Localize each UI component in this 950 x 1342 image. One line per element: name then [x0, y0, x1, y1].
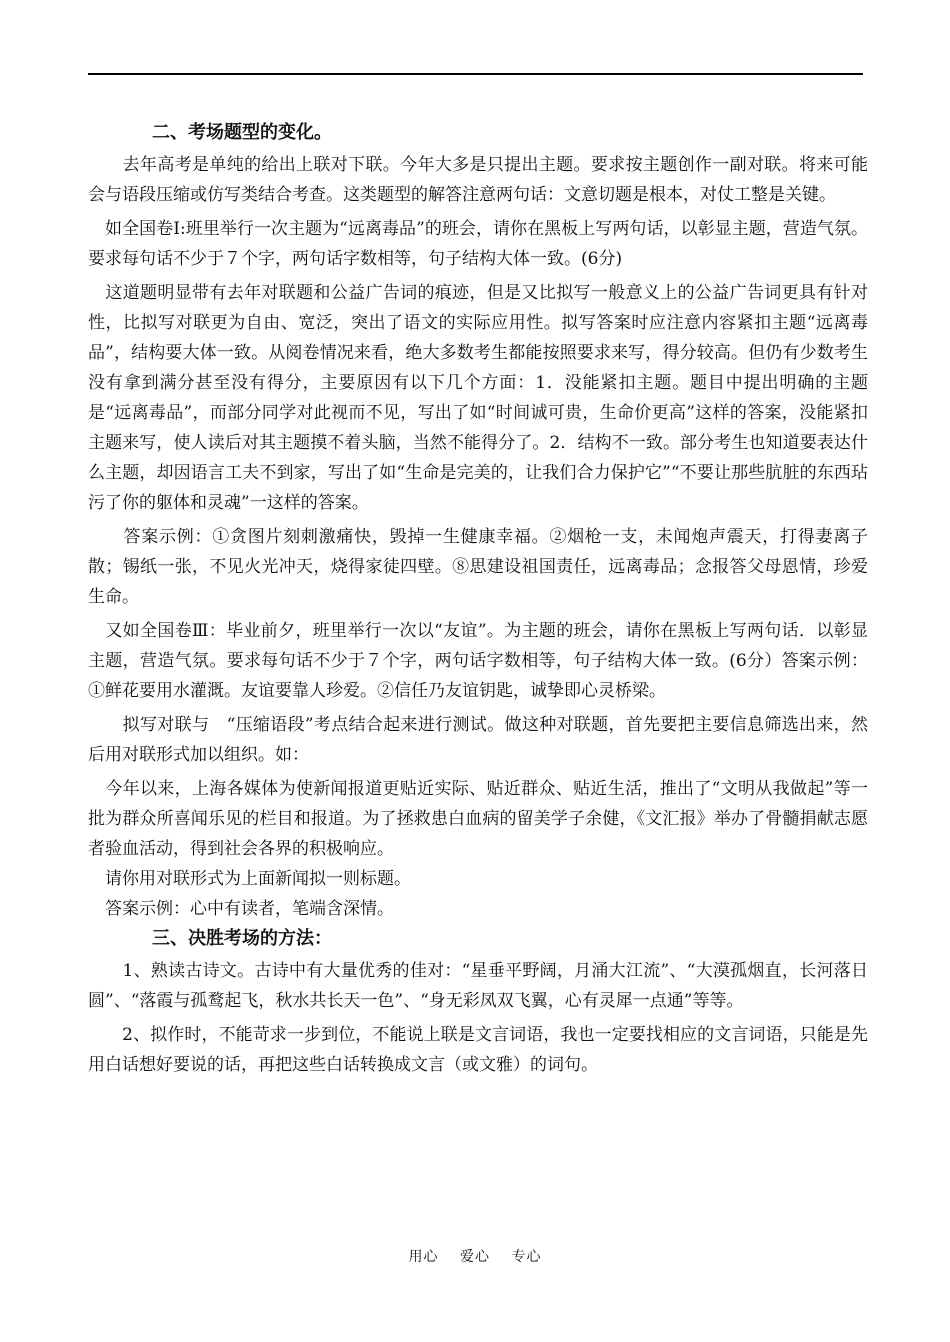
footer-word-2: 爱心 [460, 1249, 490, 1265]
footer-word-3: 专心 [511, 1249, 542, 1265]
paragraph-method-1: 1、熟读古诗文。古诗中有大量优秀的佳对：“星垂平野阔，月涌大江流”、“大漠孤烟直，长河落日圆”、“落霞与孤鹜起飞，秋水共长天一色”、“身无彩凤双飞翼，心有灵犀一点通”等等。 [88, 961, 868, 1011]
paragraph-news: 今年以来，上海各媒体为使新闻报道更贴近实际、贴近群众、贴近生活，推出了“文明从我做起”等一批为群众所喜闻乐见的栏目和报道。为了拯救患白血病的留美学子余健，《文汇报》举办了骨髓捐献志愿者验血活动，得到社会各界的积极响应。 [88, 779, 868, 859]
page-footer [0, 1246, 950, 1266]
paragraph-example-2: 又如全国卷Ⅲ：毕业前夕，班里举行一次以“友谊”。为主题的班会，请你在黑板上写两句话．以彰显主题，营造气氛。要求每句话不少于７个字，两句话字数相等，句子结构大体一致。(6分）答案示例：①鲜花要用水灌溉。友谊要靠人珍爱。②信任乃友谊钥匙，诚挚即心灵桥梁。 [88, 621, 868, 701]
section-heading-3: 三、决胜考场的方法： [152, 928, 332, 949]
section-heading-2: 二、考场题型的变化。 [152, 122, 332, 143]
document-body [88, 118, 868, 1080]
paragraph-answer-1: 答案示例：①贪图片刻刺激痛快，毁掉一生健康幸福。②烟枪一支，未闻炮声震天，打得妻离子散；锡纸一张，不见火光冲天，烧得家徒四壁。⑧思建设祖国责任，远离毒品；念报答父母恩情，珍爱生命。 [88, 527, 868, 607]
footer-word-1: 用心 [408, 1249, 439, 1265]
paragraph-intro: 去年高考是单纯的给出上联对下联。今年大多是只提出主题。要求按主题创作一副对联。将来可能会与语段压缩或仿写类结合考查。这类题型的解答注意两句话：文意切题是根本，对仗工整是关键。 [88, 155, 868, 205]
paragraph-task: 请你用对联形式为上面新闻拟一则标题。 [88, 869, 411, 889]
paragraph-example-1: 如全国卷Ⅰ:班里举行一次主题为“远离毒品”的班会，请你在黑板上写两句话，以彰显主题，营造气氛。要求每句话不少于７个字，两句话字数相等，句子结构大体一致。(6分) [88, 219, 868, 269]
paragraph-compress: 拟写对联与 “压缩语段”考点结合起来进行测试。做这种对联题，首先要把主要信息筛选出来，然后用对联形式加以组织。如： [88, 715, 868, 765]
header-rule [88, 73, 863, 75]
paragraph-method-2: 2、拟作时，不能苛求一步到位，不能说上联是文言词语，我也一定要找相应的文言词语，只能是先用白话想好要说的话，再把这些白话转换成文言（或文雅）的词句。 [88, 1025, 868, 1075]
paragraph-analysis: 这道题明显带有去年对联题和公益广告词的痕迹，但是又比拟写一般意义上的公益广告词更具有针对性，比拟写对联更为自由、宽泛，突出了语文的实际应用性。拟写答案时应注意内容紧扣主题“远离毒品”，结构要大体一致。从阅卷情况来看，绝大多数考生都能按照要求来写，得分较高。但仍有少数考生没有拿到满分甚至没有得分，主要原因有以下几个方面：1．没能紧扣主题。题目中提出明确的主题是“远离毒品”，而部分同学对此视而不见，写出了如“时间诚可贵，生命价更高”这样的答案，没能紧扣主题来写，使人读后对其主题摸不着头脑，当然不能得分了。2．结构不一致。部分考生也知道要表达什么主题，却因语言工夫不到家，写出了如“生命是完美的，让我们合力保护它”“不要让那些肮脏的东西玷污了你的躯体和灵魂”一这样的答案。 [88, 283, 868, 513]
paragraph-answer-2: 答案示例：心中有读者，笔端含深情。 [88, 899, 394, 919]
